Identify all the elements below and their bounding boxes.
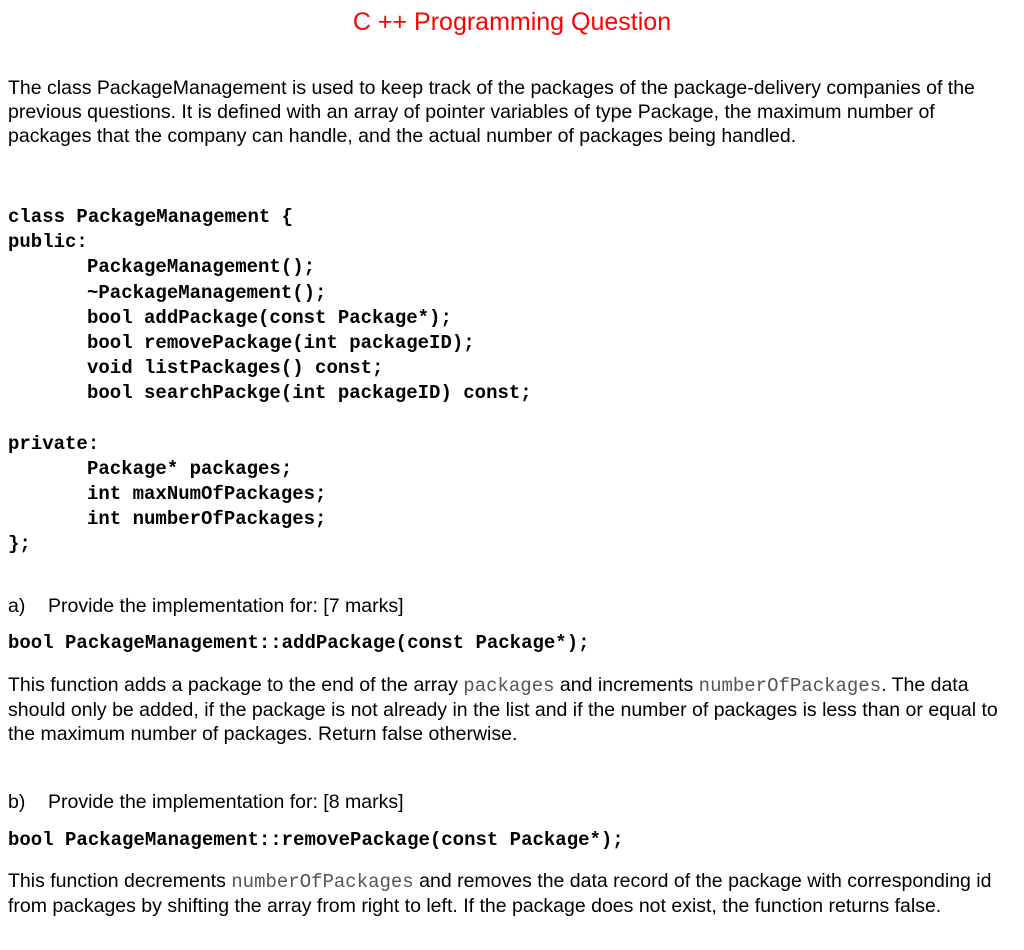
part-b-signature: bool PackageManagement::removePackage(const Package*);: [8, 829, 624, 851]
intro-paragraph: The class PackageManagement is used to keep track of the packages of the package-delivery companies of the previous questions. It is defined with an array of pointer variables of type Package, the maximum number of packages that the company can handle, and the actual number of packages being handled.: [8, 77, 975, 147]
code-public-member: bool searchPackge(int packageID) const;: [87, 382, 532, 405]
part-b-description: [8, 869, 1008, 918]
part-a-prompt: [8, 594, 404, 618]
part-a-desc-text: This function adds a package to the end of the array: [8, 674, 464, 696]
code-private-member: Package* packages;: [87, 457, 293, 480]
code-private-member: int maxNumOfPackages;: [87, 483, 327, 506]
class-definition-code: [8, 205, 532, 558]
code-public-member: ~PackageManagement();: [87, 281, 327, 304]
part-a-desc-text: and increments: [554, 674, 699, 696]
code-public-label: public:: [8, 231, 88, 254]
code-class-close: };: [8, 533, 31, 556]
inline-code-numberofpackages: numberOfPackages: [231, 871, 414, 893]
part-b-prompt: [8, 790, 404, 814]
part-a-description: [8, 673, 1008, 746]
part-b-letter: b): [8, 791, 26, 813]
code-private-member: int numberOfPackages;: [87, 508, 327, 531]
part-a-prompt-text: Provide the implementation for: [7 marks]: [48, 595, 404, 617]
part-a-signature: bool PackageManagement::addPackage(const Package*);: [8, 632, 590, 654]
code-public-member: bool removePackage(int packageID);: [87, 331, 475, 354]
part-b-desc-text: This function decrements: [8, 870, 232, 892]
code-public-member: bool addPackage(const Package*);: [87, 306, 452, 329]
part-b-desc-text: and removes the data record of the package with corresponding id from packages by shifting the array from right to left. If the package does not exist, the function returns false.: [8, 870, 992, 917]
code-private-label: private:: [8, 432, 100, 455]
code-public-member: void listPackages() const;: [87, 357, 384, 380]
part-b-prompt-text: Provide the implementation for: [8 marks]: [48, 791, 404, 813]
inline-code-packages: packages: [463, 675, 555, 697]
inline-code-numberofpackages: numberOfPackages: [698, 675, 882, 697]
page-title: C ++ Programming Question: [352, 8, 672, 36]
code-public-member: PackageManagement();: [87, 256, 316, 279]
part-a-letter: a): [8, 595, 26, 617]
code-class-open: class PackageManagement {: [8, 206, 294, 228]
part-a-desc-text: . The data should only be added, if the package is not already in the list and if the number of packages is less than or equal to the maximum number of packages. Return false otherwise.: [8, 674, 998, 745]
